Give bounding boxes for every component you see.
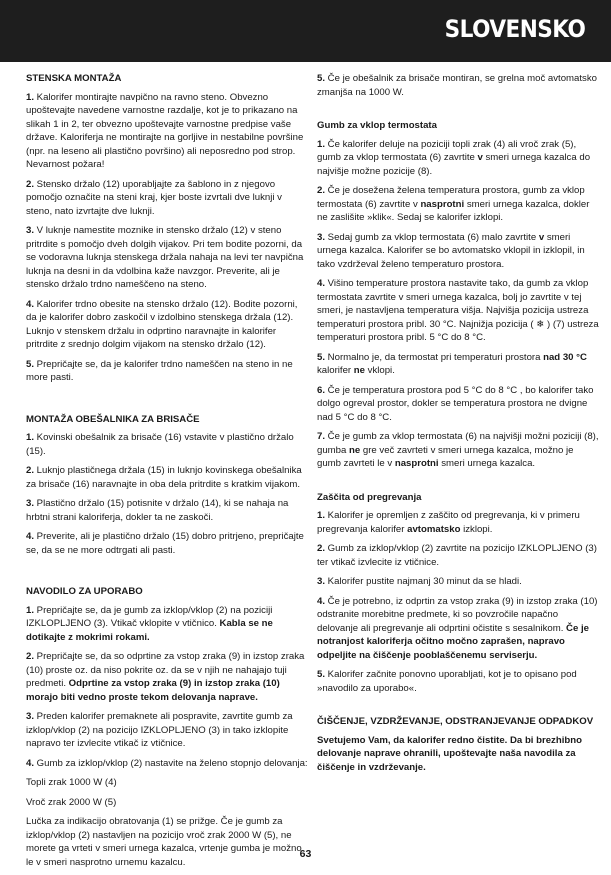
instructions-step-3: 3. Preden kalorifer premaknete ali pospravite, zavrtite gumb za izklop/vklop (2) na pozicijo IZKLOPLJENO (3) in tako izklopite napravo ter izvlecite vtikač iz vtičnice. xyxy=(26,711,293,749)
towel-rail-title: MONTAŽA OBEŠALNIKA ZA BRISAČE xyxy=(26,413,200,425)
wall-mounting-step-3: 3. V luknje namestite moznike in stensko držalo (12) v steno pritrdite s pomočjo dveh dolgih vijakov. Pri tem bodite pozorni, da se vodoravna luknja stenskega držala nahaja na levi ter navpična luknja na desni in da vdolbina kaže navzgor. Preverite, ali je stensko držalo trdno nameščeno na steno. xyxy=(26,225,304,290)
wall-mounting-step-4: 4. Kalorifer trdno obesite na stensko držalo (12). Bodite pozorni, da je kalorifer dobro zaskočil v izdolbino stenskega držala (12). Luknjo v stenskem držalu in odprtino naravnajte in kalorifer pritrdite z srednjo dolgim vijakom na stensko držalo (12). xyxy=(26,298,298,350)
instructions-step-4: 4. Gumb za izklop/vklop (2) nastavite na želeno stopnjo delovanja: xyxy=(26,757,308,769)
thermostat-title: Gumb za vklop termostata xyxy=(317,120,437,131)
overheat-step-4: 4. Če je potrebno, iz odprtin za vstop zraka (9) in izstop zraka (10) odstranite morebitne predmete, ki so povzročile napačno delovanje ali pregrevanje ali odprtini očistite s sesalnikom. Če je notranjost kaloriferja očitno močno zaprašen, napravo odpeljite na čiščenje pooblaščenemu serviserju. xyxy=(317,595,598,661)
towel-rail-step-4: 4. Preverite, ali je plastično držalo (15) dobro pritrjeno, prepričajte se, da se ne more odtrgati ali pasti. xyxy=(26,531,304,556)
right-column xyxy=(317,72,599,780)
overheat-step-5: 5. Kalorifer začnite ponovno uporabljati, kot je to opisano pod »navodilo za uporabo«. xyxy=(317,669,577,694)
overheat-step-2: 2. Gumb za izklop/vklop (2) zavrtite na pozicijo IZKLOPLJENO (3) ter vtikač izvlecite iz vtičnice. xyxy=(317,543,597,568)
thermostat-step-6: 6. Če je temperatura prostora pod 5 °C do 8 °C , bo kalorifer tako dolgo ogreval prostor, dokler se temperatura prostora ne dvigne nad 5 °C do 8 °C. xyxy=(317,384,594,423)
wall-mounting-step-2: 2. Stensko držalo (12) uporabljajte za šablono in z njegovo pomočjo označite na steni kraj, kjer boste izvrtali dve luknji v steno, nato izvrtajte dve luknji. xyxy=(26,178,282,217)
towel-rail-step-1: 1. Kovinski obešalnik za brisače (16) vstavite v plastično držalo (15). xyxy=(26,432,294,457)
overheat-step-1: 1. Kalorifer je opremljen z zaščito od pregrevanja, ki v primeru pregrevanja kalorifer avtomatsko izklopi. xyxy=(317,510,580,535)
instructions-indicator-note: Lučka za indikacijo obratovanja (1) se prižge. Če je gumb za izklop/vklop (2) nastavljen na pozicijo vroč zrak 2000 W (5), ne morete ga vrteti v smeri urnega kazalca, vrtenje gumba je možno le v smeri nasprotno urnemu kazalcu. xyxy=(26,816,302,868)
thermostat-step-5: 5. Normalno je, da termostat pri temperaturi prostora nad 30 °C kalorifer ne vklopi. xyxy=(317,351,587,376)
thermostat-step-7: 7. Če je gumb za vklop termostata (6) na najvišji možni poziciji (8), gumba ne gre več zavrteti v smeri urnega kazalca, možno je gumb zavrteti le v nasprotni smeri urnega kazalca. xyxy=(317,431,599,469)
page-number: 63 xyxy=(299,848,312,860)
thermostat-step-1: 1. Če kalorifer deluje na poziciji topli zrak (4) ali vroč zrak (5), gumb za vklop termostata (6) zavrtite v smeri urnega kazalca do najvišje možne pozicije (8). xyxy=(317,138,591,177)
left-column xyxy=(26,72,308,875)
language-banner xyxy=(0,0,611,62)
instructions-step-1: 1. Prepričajte se, da je gumb za izklop/vklop (2) na poziciji IZKLOPLJENO (3). Vtikač vklopite v vtičnico. Kabla se ne dotikajte z mokrimi rokami. xyxy=(26,604,273,643)
cleaning-text: Svetujemo Vam, da kalorifer redno čistite. Da bi brezhibno delovanje naprave ohranili, upoštevajte naša navodila za čiščenje in vzdrževanje. xyxy=(317,734,582,773)
wall-mounting-step-5: 5. Prepričajte se, da je kalorifer trdno nameščen na steno in ne more pasti. xyxy=(26,358,293,383)
cleaning-title: ČIŠČENJE, VZDRŽEVANJE, ODSTRANJEVANJE ODPADKOV xyxy=(317,716,594,727)
towel-rail-step-2: 2. Luknjo plastičnega držala (15) in luknjo kovinskega obešalnika za brisače (16) naravnajte in oba dela pritrdite s kratkim vijakom. xyxy=(26,465,302,490)
towel-rail-power-note: 5. Če je obešalnik za brisače montiran, se grelna moč avtomatsko zmanjša na 1000 W. xyxy=(317,73,597,98)
language-title: SLOVENSKO xyxy=(444,15,585,43)
overheat-step-3: 3. Kalorifer pustite najmanj 30 minut da se hladi. xyxy=(317,576,522,587)
thermostat-step-4: 4. Višino temperature prostora nastavite tako, da gumb za vklop termostata zavrtite v smeri urnega kazalca, bolj jo zavrtite v tej smeri, je nastavljena temperatura višja. Najvišja pozicija ustreza temperaturi prostora pribl. 30 °C. Najnižja pozicija ( ❄ ) (7) ustreza temperaturi prostora pribl. 5 °C do 8 °C. xyxy=(317,278,599,343)
instructions-step-2: 2. Prepričajte se, da so odprtine za vstop zraka (9) in izstop zraka (10) proste oz. da niso pokrite oz. da se v njih ne nahajajo tuji predmeti. Odprtine za vstop zraka (9) in izstop zraka (10) morajo biti vedno proste tekom delovanja naprave. xyxy=(26,651,305,703)
thermostat-step-2: 2. Če je dosežena želena temperatura prostora, gumb za vklop termostata (6) zavrtite v nasprotni smeri urnega kazalca, dokler ne zaslišite »klik«. Sedaj se kalorifer izklopi. xyxy=(317,185,590,223)
wall-mounting-step-1: 1. Kalorifer montirajte navpično na ravno steno. Obvezno upoštevajte navedene varnostne razdalje, kot je to prikazano na slikah 1 in 2, ter obvezno upoštevajte varnostne predpise vaše države. Kaloriferja ne montirajte na gorljive in nestabilne površine (npr. na leseno ali plastično površino) ali neposredno pod strop. Nevarnost požara! xyxy=(26,91,304,170)
towel-rail-step-3: 3. Plastično držalo (15) potisnite v držalo (14), ki se nahaja na hrbtni strani kaloriferja, dokler ta ne zaskoči. xyxy=(26,498,289,523)
instructions-title: NAVODILO ZA UPORABO xyxy=(26,586,143,597)
thermostat-step-3: 3. Sedaj gumb za vklop termostata (6) malo zavrtite v smeri urnega kazalca. Kalorifer se bo avtomatsko vklopil in izklopil, in tako vzdrževal želeno temperaturo prostora. xyxy=(317,231,585,270)
wall-mounting-title: STENSKA MONTAŽA xyxy=(26,73,122,84)
overheat-title: Zaščita od pregrevanja xyxy=(317,491,422,503)
instructions-setting-hot: Vroč zrak 2000 W (5) xyxy=(26,796,117,808)
instructions-setting-warm: Topli zrak 1000 W (4) xyxy=(26,777,117,788)
